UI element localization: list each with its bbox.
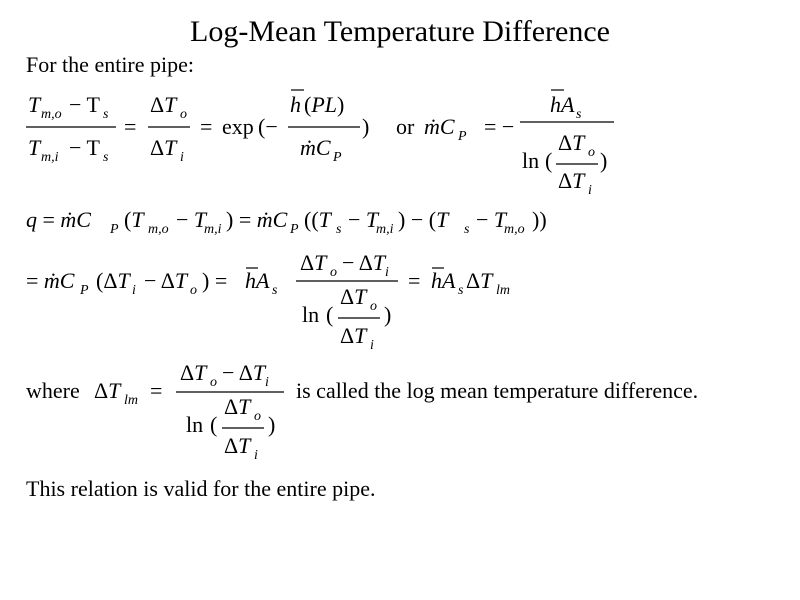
svg-text:ΔT: ΔT (558, 168, 585, 193)
svg-text:s: s (103, 150, 109, 165)
svg-text:hA: hA (431, 268, 456, 293)
where-label: where (26, 378, 80, 403)
equation-exponential-decay (0, 80, 800, 200)
svg-text:): ) (362, 114, 370, 139)
svg-text:o: o (210, 375, 217, 390)
svg-text:− ΔT: − ΔT (144, 268, 188, 293)
svg-text:): ) (384, 302, 392, 327)
svg-text:o: o (370, 299, 377, 314)
svg-text:i: i (370, 338, 374, 353)
svg-text:i: i (254, 448, 258, 463)
svg-text:ṁC: ṁC (424, 114, 455, 139)
svg-text:− T: − T (69, 92, 100, 117)
svg-text:): ) (600, 148, 608, 173)
svg-text:s: s (103, 107, 109, 122)
svg-text:− T: − T (69, 135, 100, 160)
svg-text:ΔT: ΔT (300, 250, 327, 275)
where-suffix: is called the log mean temperature difference. (296, 378, 699, 403)
svg-text:i: i (180, 150, 184, 165)
svg-text:o: o (588, 145, 595, 160)
svg-text:s: s (458, 283, 464, 298)
svg-text:ΔT: ΔT (224, 433, 251, 458)
svg-text:ΔT: ΔT (150, 92, 177, 117)
svg-text:q = ṁC: q = ṁC (26, 207, 91, 232)
svg-text:(−: (− (258, 114, 278, 139)
svg-text:ΔT: ΔT (150, 135, 177, 160)
svg-text:ΔT: ΔT (558, 130, 585, 155)
svg-text:= ṁC: = ṁC (26, 268, 75, 293)
svg-text:) − (T: ) − (T (398, 207, 449, 232)
equation-lmtd-definition (0, 358, 800, 468)
svg-text:= −: = − (484, 114, 515, 139)
svg-text:i: i (385, 265, 389, 280)
svg-text:i: i (265, 375, 269, 390)
svg-text:(PL): (PL) (304, 92, 345, 117)
svg-text:ΔT: ΔT (224, 394, 251, 419)
svg-text:− ΔT: − ΔT (222, 360, 266, 385)
svg-text:o: o (254, 409, 261, 424)
svg-text:)): )) (532, 207, 547, 232)
svg-text:− ΔT: − ΔT (342, 250, 386, 275)
svg-text:(: ( (545, 148, 553, 173)
ln-function-3: ln (186, 412, 204, 437)
svg-text:ΔT: ΔT (466, 268, 493, 293)
svg-text:P: P (290, 222, 299, 237)
svg-text:o: o (190, 283, 197, 298)
svg-text:ΔT: ΔT (340, 284, 367, 309)
svg-text:P: P (110, 222, 119, 237)
svg-text:s: s (272, 283, 278, 298)
svg-text:o: o (330, 265, 337, 280)
svg-text:− T: − T (176, 207, 207, 232)
svg-text:m,o: m,o (41, 107, 62, 122)
ln-function-1: ln (522, 148, 540, 173)
svg-text:=: = (150, 378, 163, 403)
svg-text:i: i (588, 183, 592, 198)
svg-text:P: P (80, 283, 89, 298)
svg-text:i: i (132, 283, 136, 298)
conclusion-text: This relation is valid for the entire pipe. (26, 476, 376, 501)
svg-text:T: T (28, 92, 41, 117)
svg-text:(ΔT: (ΔT (96, 268, 130, 293)
intro-text: For the entire pipe: (26, 52, 195, 77)
svg-text:=: = (124, 114, 137, 139)
svg-text:lm: lm (496, 283, 510, 298)
svg-text:=: = (408, 268, 421, 293)
svg-text:T: T (28, 135, 41, 160)
svg-text:hA: hA (550, 92, 575, 117)
svg-text:hA: hA (245, 268, 270, 293)
svg-text:− T: − T (348, 207, 379, 232)
svg-text:m,i: m,i (204, 222, 222, 237)
exp-function: exp (222, 114, 254, 139)
svg-text:=: = (200, 114, 213, 139)
svg-text:ṁC: ṁC (300, 135, 331, 160)
svg-text:) = ṁC: ) = ṁC (226, 207, 288, 232)
svg-text:(: ( (210, 412, 218, 437)
slide-title: Log-Mean Temperature Difference (190, 15, 610, 48)
svg-text:(T: (T (124, 207, 144, 232)
svg-text:P: P (458, 129, 467, 144)
svg-text:o: o (180, 107, 187, 122)
equation-log-mean-result (0, 250, 800, 360)
equation-heat-rate (0, 205, 800, 235)
svg-text:ΔT: ΔT (94, 378, 121, 403)
svg-text:(: ( (326, 302, 334, 327)
svg-text:m,i: m,i (41, 150, 59, 165)
svg-text:P: P (333, 150, 342, 165)
svg-text:h: h (290, 92, 301, 117)
or-label: or (396, 114, 415, 139)
svg-text:((T: ((T (304, 207, 331, 232)
svg-text:ΔT: ΔT (180, 360, 207, 385)
svg-text:s: s (464, 222, 470, 237)
svg-text:lm: lm (124, 393, 138, 408)
ln-function-2: ln (302, 302, 320, 327)
svg-text:m,i: m,i (376, 222, 394, 237)
svg-text:m,o: m,o (504, 222, 525, 237)
svg-text:s: s (576, 107, 582, 122)
svg-text:− T: − T (476, 207, 507, 232)
svg-text:s: s (336, 222, 342, 237)
svg-text:) =: ) = (202, 268, 228, 293)
svg-text:m,o: m,o (148, 222, 169, 237)
svg-text:): ) (268, 412, 276, 437)
svg-text:ΔT: ΔT (340, 323, 367, 348)
